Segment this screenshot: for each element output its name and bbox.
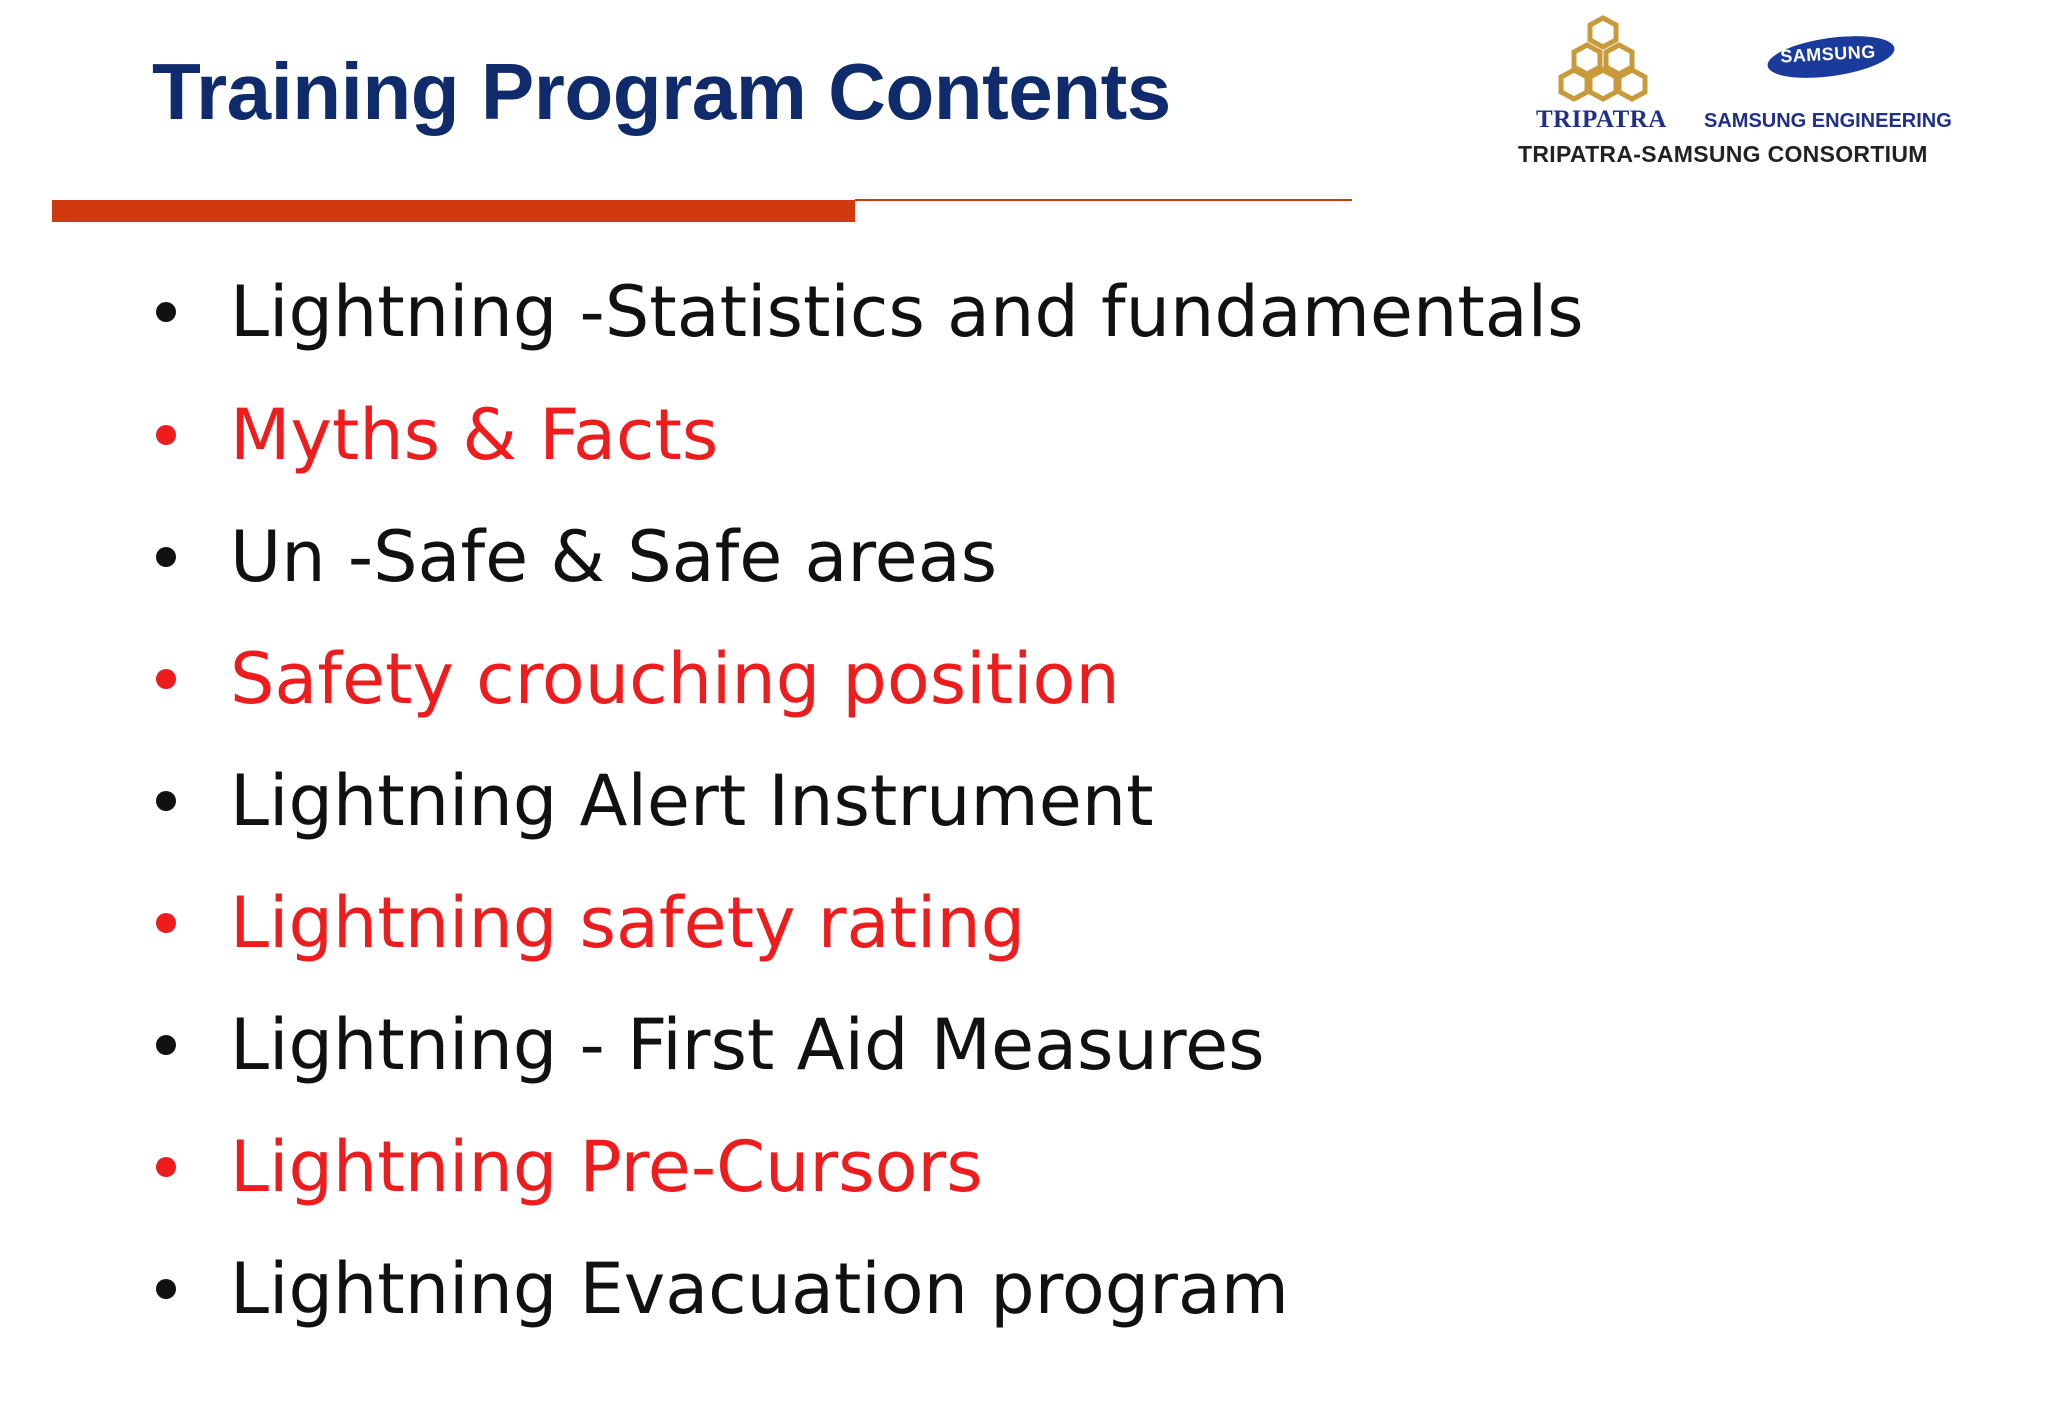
bullet-dot-icon (156, 913, 176, 933)
bullet-dot-icon (156, 1279, 176, 1299)
list-item-text: Lightning Pre-Cursors (230, 1126, 983, 1208)
title-divider-thick (52, 200, 855, 222)
bullet-dot-icon (156, 1157, 176, 1177)
bullet-dot-icon (156, 669, 176, 689)
consortium-logo (1510, 14, 1990, 174)
list-item-text: Un -Safe & Safe areas (230, 516, 998, 598)
bullet-dot-icon (156, 1035, 176, 1055)
tripatra-label: TRIPATRA (1536, 106, 1667, 133)
list-item-text: Safety crouching position (230, 638, 1120, 720)
list-item-text: Lightning Evacuation program (230, 1248, 1289, 1330)
samsung-engineering-label: SAMSUNG ENGINEERING (1704, 110, 1952, 132)
list-item-text: Lightning -Statistics and fundamentals (230, 271, 1584, 353)
list-item-text: Lightning - First Aid Measures (230, 1004, 1265, 1086)
page-title: Training Program Contents (152, 47, 1171, 136)
title-divider-thin (855, 199, 1352, 201)
bullet-dot-icon (156, 791, 176, 811)
tripatra-hexagon-icon (1558, 14, 1648, 102)
bullet-dot-icon (156, 425, 176, 445)
bullet-dot-icon (156, 302, 176, 322)
bullet-dot-icon (156, 547, 176, 567)
list-item-text: Lightning Alert Instrument (230, 760, 1154, 842)
consortium-label: TRIPATRA-SAMSUNG CONSORTIUM (1518, 141, 1928, 167)
list-item-text: Myths & Facts (230, 394, 719, 476)
list-item-text: Lightning safety rating (230, 882, 1026, 964)
samsung-badge-label: SAMSUNG (1779, 41, 1877, 67)
